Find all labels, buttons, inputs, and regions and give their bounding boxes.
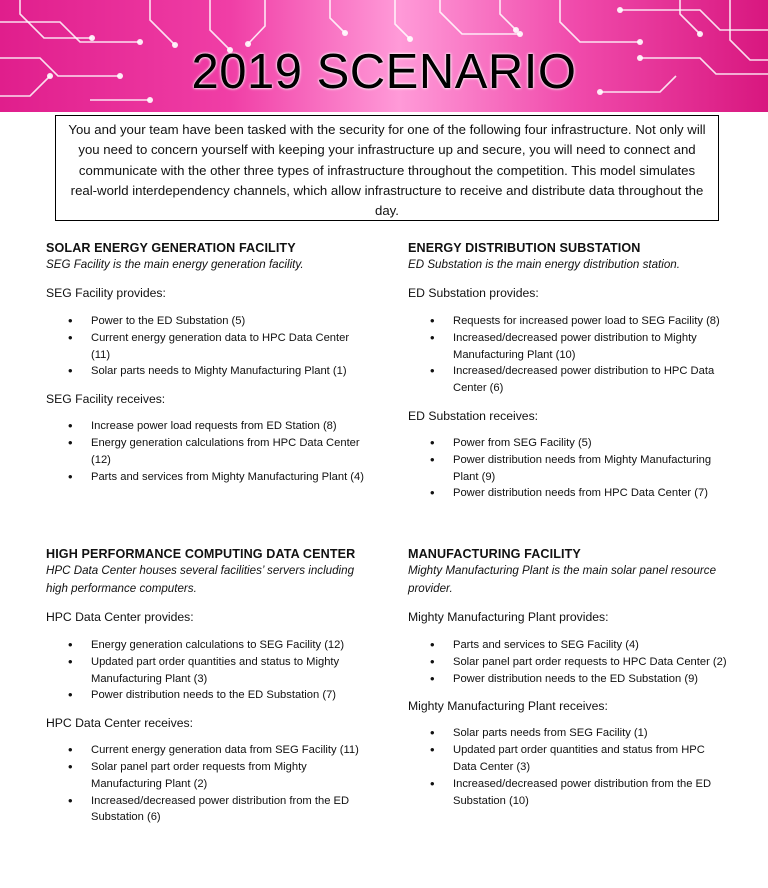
list-item: • Parts and services to SEG Facility (4) [408,637,728,654]
list-item: • Parts and services from Mighty Manufacturing Plant (4) [46,469,366,486]
section-description: HPC Data Center houses several facilities’ servers including high performance computers. [46,564,355,595]
intro-box: You and your team have been tasked with the security for one of the following four infrastructure. Not only will you need to concern yourself with keeping your infrastructure up and secure, you will need to connect and communicate with the other three types of infrastructure throughout the competition. This model simulates real-world interdependency channels, which allow infrastructure to receive and distribute data throughout the day. [55,115,719,221]
receives-list [408,725,728,809]
section-title: SOLAR ENERGY GENERATION FACILITY [46,241,296,255]
section-manufacturing-facility [408,546,728,809]
receives-label: ED Substation receives: [408,408,539,423]
provides-list [408,637,728,687]
section-ed-substation [408,240,728,502]
section-description: Mighty Manufacturing Plant is the main solar panel resource provider. [408,564,717,595]
section-description: ED Substation is the main energy distribution station. [408,258,680,271]
section-title: MANUFACTURING FACILITY [408,547,581,561]
list-item: • Energy generation calculations from HPC Data Center (12) [46,435,366,469]
list-item: • Current energy generation data to HPC Data Center (11) [46,330,366,364]
list-item: • Power distribution needs to the ED Substation (7) [46,687,366,704]
list-item: • Current energy generation data from SEG Facility (11) [46,742,366,759]
receives-label: Mighty Manufacturing Plant receives: [408,699,608,714]
list-item: • Solar panel part order requests from Mighty Manufacturing Plant (2) [46,759,366,793]
receives-list [46,742,366,826]
list-item: • Increase power load requests from ED Station (8) [46,418,366,435]
list-item: • Increased/decreased power distribution to HPC Data Center (6) [408,363,728,397]
page-title: 2019 SCENARIO [191,45,577,99]
provides-label: HPC Data Center provides: [46,610,194,624]
list-item: • Increased/decreased power distribution to Mighty Manufacturing Plant (10) [408,330,728,364]
list-item: • Power from SEG Facility (5) [408,435,728,452]
provides-list [408,313,728,397]
receives-list [46,418,366,485]
list-item: • Solar panel part order requests to HPC Data Center (2) [408,654,728,671]
list-item: • Energy generation calculations to SEG Facility (12) [46,637,366,654]
list-item: • Power distribution needs to the ED Substation (9) [408,671,728,688]
section-description: SEG Facility is the main energy generation facility. [46,258,304,271]
receives-list [408,435,728,502]
provides-label: SEG Facility provides: [46,286,166,300]
provides-list [46,637,366,704]
list-item: • Updated part order quantities and status from HPC Data Center (3) [408,742,728,776]
provides-list [46,313,366,380]
provides-label: Mighty Manufacturing Plant provides: [408,610,609,624]
section-seg-facility [46,240,366,485]
list-item: • Increased/decreased power distribution from the ED Substation (6) [46,793,366,827]
list-item: • Requests for increased power load to SEG Facility (8) [408,313,728,330]
header-banner [0,0,768,112]
list-item: • Solar parts needs to Mighty Manufacturing Plant (1) [46,363,366,380]
section-title: HIGH PERFORMANCE COMPUTING DATA CENTER [46,547,356,561]
list-item: • Power distribution needs from HPC Data Center (7) [408,485,728,502]
receives-label: HPC Data Center receives: [46,716,193,731]
list-item: • Power to the ED Substation (5) [46,313,366,330]
section-hpc-data-center [46,546,366,826]
list-item: • Solar parts needs from SEG Facility (1) [408,725,728,742]
list-item: • Updated part order quantities and status to Mighty Manufacturing Plant (3) [46,654,366,688]
list-item: • Increased/decreased power distribution from the ED Substation (10) [408,776,728,810]
list-item: • Power distribution needs from Mighty Manufacturing Plant (9) [408,452,728,486]
section-title: ENERGY DISTRIBUTION SUBSTATION [408,241,641,255]
provides-label: ED Substation provides: [408,286,539,300]
receives-label: SEG Facility receives: [46,392,166,407]
